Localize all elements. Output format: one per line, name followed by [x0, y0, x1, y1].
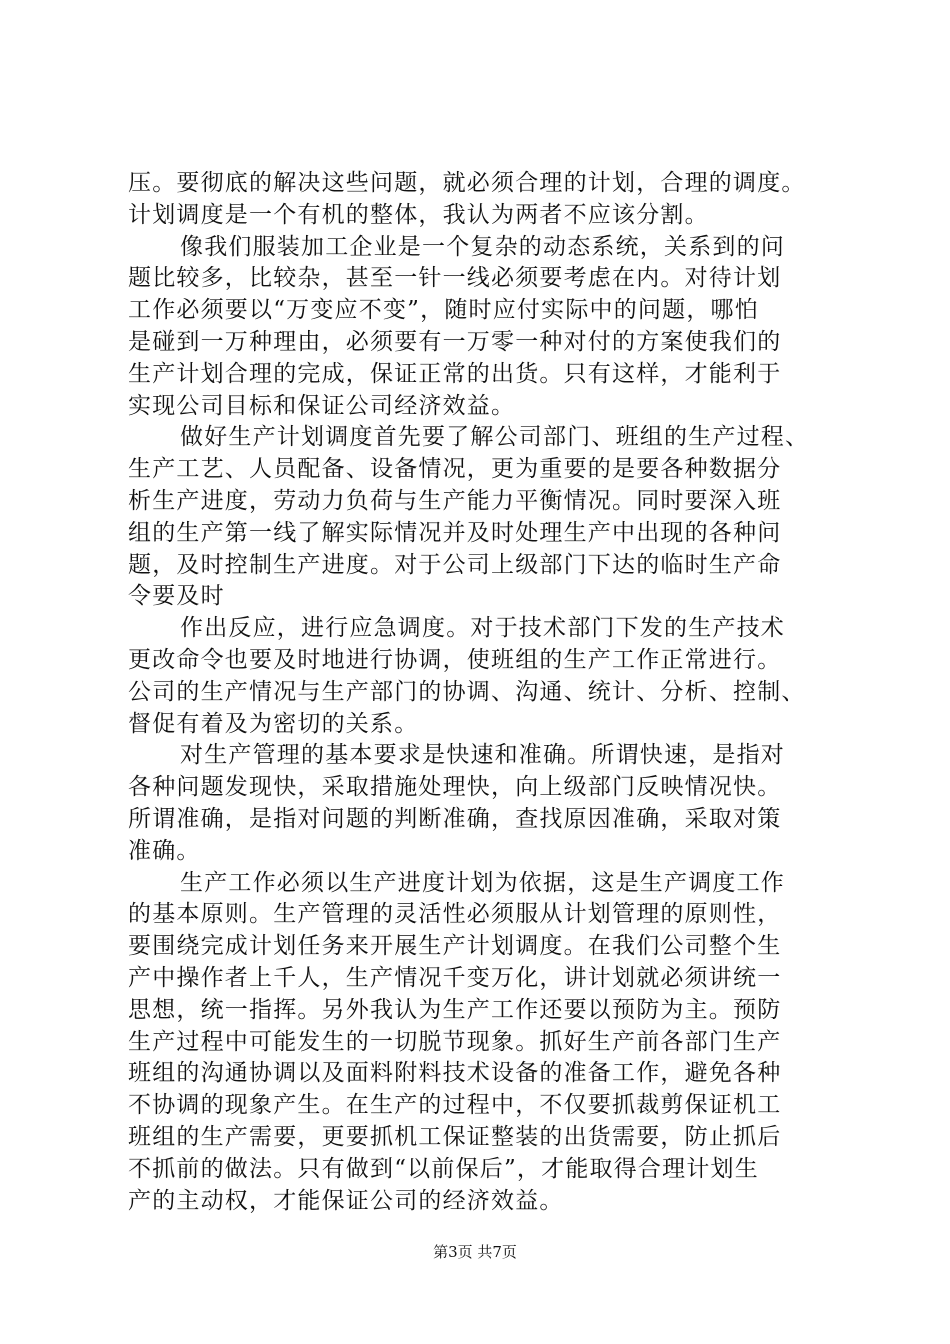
- text-line: 思想，统一指挥。另外我认为生产工作还要以预防为主。预防: [128, 996, 782, 1023]
- text-line: 题，及时控制生产进度。对于公司上级部门下达的临时生产命: [128, 551, 782, 578]
- text-line: 题比较多，比较杂，甚至一针一线必须要考虑在内。对待计划: [128, 265, 782, 292]
- text-line: 实现公司目标和保证公司经济效益。: [128, 392, 516, 419]
- text-line: 更改命令也要及时地进行协调，使班组的生产工作正常进行。: [128, 646, 782, 673]
- text-line: 生产计划合理的完成，保证正常的出货。只有这样，才能利于: [128, 360, 782, 387]
- text-line: 生产工艺、人员配备、设备情况，更为重要的是要各种数据分: [128, 456, 782, 483]
- text-line: 不协调的现象产生。在生产的过程中，不仅要抓裁剪保证机工: [128, 1092, 782, 1119]
- paragraph-first-line: 作出反应，进行应急调度。对于技术部门下发的生产技术: [180, 615, 785, 642]
- text-line: 班组的沟通协调以及面料附料技术设备的准备工作，避免各种: [128, 1060, 782, 1087]
- text-line: 要围绕完成计划任务来开展生产计划调度。在我们公司整个生: [128, 933, 782, 960]
- text-line: 准确。: [128, 837, 201, 864]
- page-number-footer: 第3页 共7页: [433, 1243, 517, 1261]
- text-line: 各种问题发现快，采取措施处理快，向上级部门反映情况快。: [128, 774, 782, 801]
- text-line: 是碰到一万种理由，必须要有一万零一种对付的方案使我们的: [128, 328, 782, 355]
- paragraph-first-line: 生产工作必须以生产进度计划为依据，这是生产调度工作: [180, 869, 785, 896]
- paragraph-first-line: 做好生产计划调度首先要了解公司部门、班组的生产过程、: [180, 424, 810, 451]
- text-line: 生产过程中可能发生的一切脱节现象。抓好生产前各部门生产: [128, 1028, 782, 1055]
- text-line: 的基本原则。生产管理的灵活性必须服从计划管理的原则性，: [128, 901, 782, 928]
- text-line: 公司的生产情况与生产部门的协调、沟通、统计、分析、控制、: [128, 678, 806, 705]
- text-line: 产中操作者上千人，生产情况千变万化，讲计划就必须讲统一: [128, 964, 782, 991]
- text-line: 所谓准确，是指对问题的判断准确，查找原因准确，采取对策: [128, 805, 782, 832]
- text-line: 督促有着及为密切的关系。: [128, 710, 419, 737]
- text-line: 压。要彻底的解决这些问题，就必须合理的计划，合理的调度。: [128, 170, 806, 196]
- text-line: 班组的生产需要，更要抓机工保证整装的出货需要，防止抓后: [128, 1123, 782, 1150]
- text-line: 组的生产第一线了解实际情况并及时处理生产中出现的各种问: [128, 519, 782, 546]
- text-line: 工作必须要以“万变应不变”，随时应付实际中的问题，哪怕: [128, 297, 759, 324]
- document-body: [128, 168, 840, 1217]
- text-line: 不抓前的做法。只有做到“以前保后”，才能取得合理计划生: [128, 1155, 759, 1182]
- text-line: 令要及时: [128, 583, 225, 610]
- paragraph-first-line: 对生产管理的基本要求是快速和准确。所谓快速，是指对: [180, 742, 785, 769]
- paragraph-first-line: 像我们服装加工企业是一个复杂的动态系统，关系到的问: [180, 233, 785, 260]
- text-line: 析生产进度，劳动力负荷与生产能力平衡情况。同时要深入班: [128, 487, 782, 514]
- text-line: 产的主动权，才能保证公司的经济效益。: [128, 1187, 564, 1214]
- text-line: 计划调度是一个有机的整体，我认为两者不应该分割。: [128, 201, 709, 228]
